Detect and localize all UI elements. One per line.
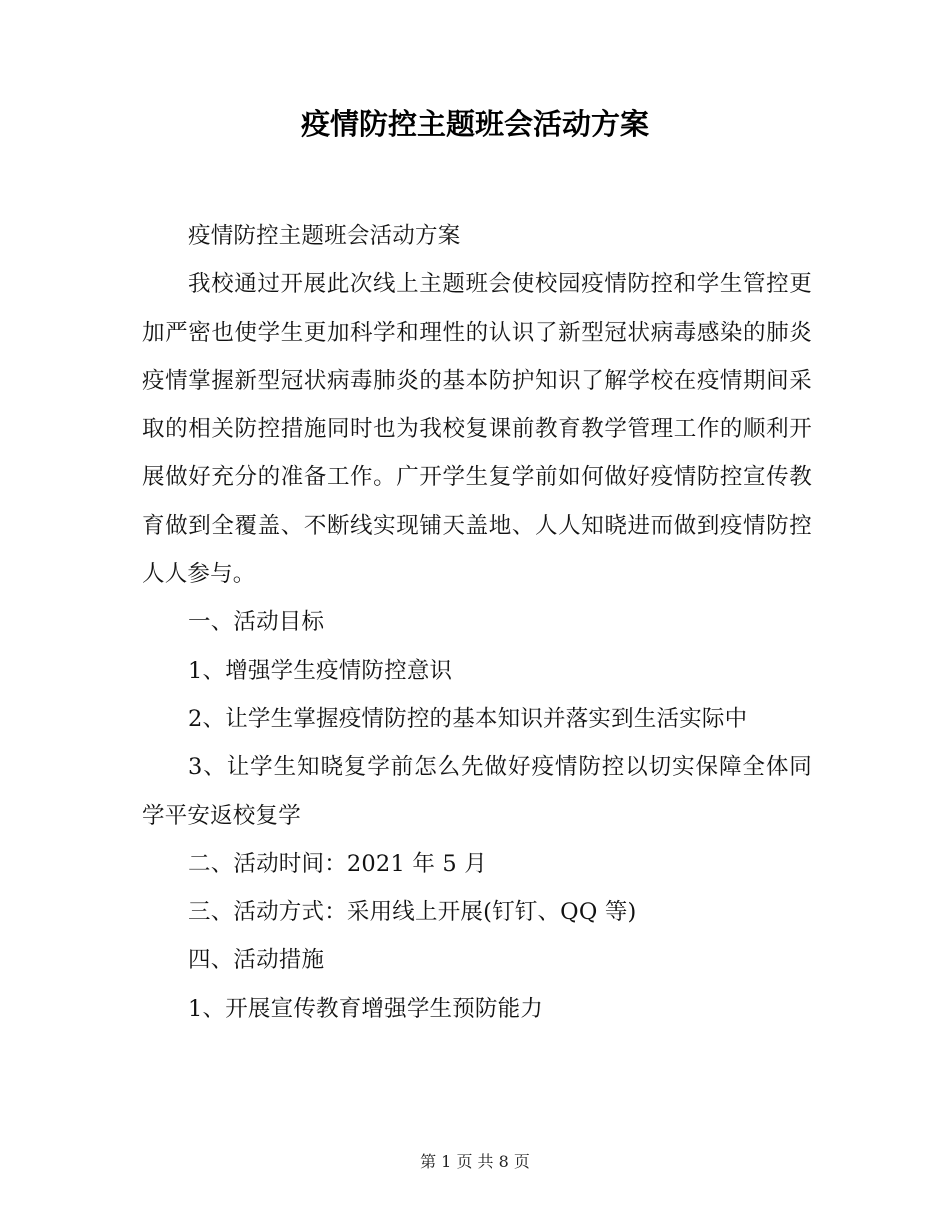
section-heading-goals: 一、活动目标 — [188, 609, 325, 636]
measure-item-1: 1、开展宣传教育增强学生预防能力 — [188, 995, 544, 1022]
section-heading-measures: 四、活动措施 — [188, 947, 325, 974]
document-title: 疫情防控主题班会活动方案 — [300, 107, 649, 141]
section-heading-time: 二、活动时间：2021 年 5 月 — [188, 850, 487, 877]
goal-item-2: 2、让学生掌握疫情防控的基本知识并落实到生活实际中 — [188, 705, 748, 732]
paragraph-intro: 我校通过开展此次线上主题班会使校园疫情防控和学生管控更加严密也使学生更加科学和理性的认识了新型冠状病毒感染的肺炎疫情掌握新型冠状病毒肺炎的基本防护知识了解学校在疫情期间采取的相关防控措施同时也为我校复课前教育教学管理工作的顺利开展做好充分的准备工作。广开学生复学前如何做好疫情防控宣传教育做到全覆盖、不断线实现铺天盖地、人人知晓进而做到疫情防控人人参与。 — [142, 271, 812, 588]
paragraph-subtitle: 疫情防控主题班会活动方案 — [188, 223, 461, 249]
goal-item-1: 1、增强学生疫情防控意识 — [188, 657, 453, 684]
section-heading-method: 三、活动方式：采用线上开展(钉钉、QQ 等) — [188, 899, 637, 926]
document-body — [142, 212, 812, 1033]
page-number-footer: 第 1 页 共 8 页 — [420, 1152, 530, 1171]
goal-item-3: 3、让学生知晓复学前怎么先做好疫情防控以切实保障全体同学平安返校复学 — [142, 754, 812, 829]
